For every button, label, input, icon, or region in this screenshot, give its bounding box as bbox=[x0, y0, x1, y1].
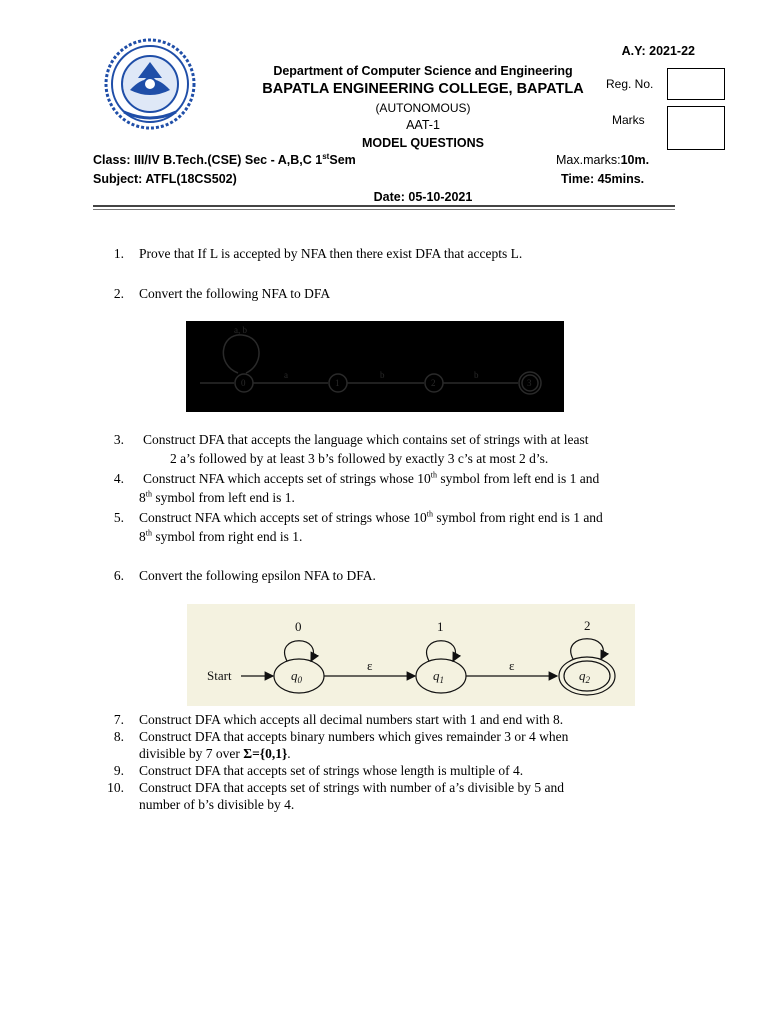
svg-text:1: 1 bbox=[437, 619, 444, 634]
svg-text:ε: ε bbox=[509, 658, 515, 673]
svg-text:0: 0 bbox=[295, 619, 302, 634]
start-label: Start bbox=[207, 668, 232, 683]
marks-label: Marks bbox=[612, 113, 645, 127]
reg-no-label: Reg. No. bbox=[606, 77, 654, 91]
paper-type: MODEL QUESTIONS bbox=[361, 136, 484, 150]
svg-text:q1: $q_1$ bbox=[433, 668, 444, 685]
class-info: Class: III/IV B.Tech.(CSE) Sec - A,B,C 1stSem bbox=[93, 151, 356, 167]
svg-text:b: b bbox=[474, 370, 479, 380]
subject-info: Subject: ATFL(18CS502) bbox=[93, 172, 237, 186]
svg-text:1: 1 bbox=[335, 378, 340, 388]
svg-text:b: b bbox=[380, 370, 385, 380]
max-marks: Max.marks:10m. bbox=[556, 153, 650, 167]
exam-date: Date: 05-10-2021 bbox=[373, 190, 473, 204]
svg-text:q0: $q_0$ bbox=[291, 668, 302, 685]
reg-no-box bbox=[667, 68, 725, 100]
marks-box bbox=[667, 106, 725, 150]
nfa-figure bbox=[186, 321, 564, 412]
svg-text:a: a bbox=[284, 370, 288, 380]
epsilon-nfa-diagram bbox=[187, 604, 635, 706]
college-name: BAPATLA ENGINEERING COLLEGE, BAPATLA bbox=[262, 81, 584, 97]
time-info: Time: 45mins. bbox=[561, 172, 645, 186]
nfa-diagram bbox=[186, 321, 564, 412]
svg-text:ε: ε bbox=[367, 658, 373, 673]
exam-name: AAT-1 bbox=[406, 118, 440, 132]
autonomous-label: (AUTONOMOUS) bbox=[375, 101, 471, 115]
epsilon-nfa-figure bbox=[187, 604, 635, 706]
svg-text:3: 3 bbox=[527, 378, 532, 388]
academic-year: A.Y: 2021-22 bbox=[621, 44, 695, 58]
svg-text:2: 2 bbox=[431, 378, 436, 388]
svg-text:0: 0 bbox=[241, 378, 246, 388]
header-divider-thin bbox=[93, 209, 675, 210]
nfa-loop-label: a, b bbox=[234, 325, 247, 335]
department-name: Department of Computer Science and Engineering bbox=[273, 64, 573, 78]
svg-text:q2: $q_2$ bbox=[579, 668, 590, 685]
header-divider bbox=[93, 205, 675, 207]
svg-text:2: 2 bbox=[584, 618, 591, 633]
